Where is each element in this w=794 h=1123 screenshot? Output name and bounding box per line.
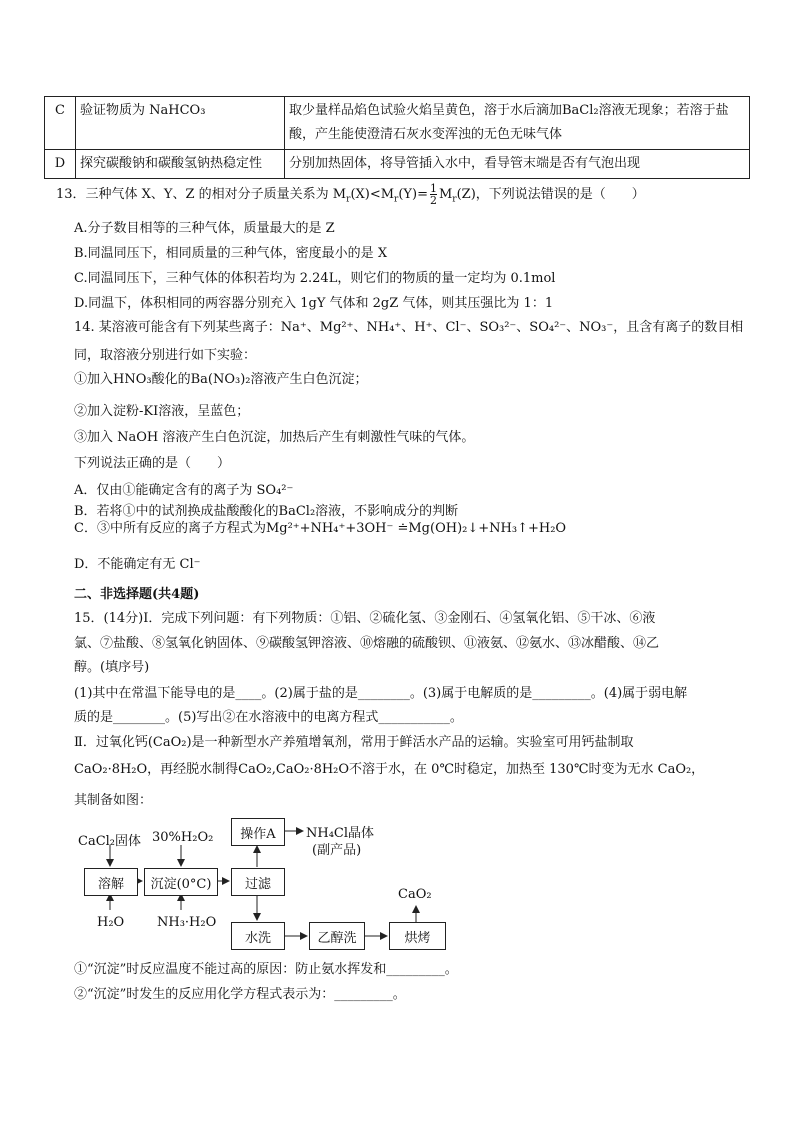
q13-stem-d: M (438, 187, 453, 202)
row-method: 分别加热固体，将导管插入水中，看导管末端是否有气泡出现 (285, 150, 750, 179)
flow-input-h2o2: 30%H₂O₂ (152, 830, 214, 845)
q14-exp-2: ②加入淀粉-KI溶液，呈蓝色； (74, 404, 250, 419)
flow-input-h2o: H₂O (97, 915, 125, 930)
q15-line-5: 质的是________。(5)写出②在水溶液中的电离方程式___________。 (74, 710, 463, 725)
q14-ask: 下列说法正确的是（ ） (74, 456, 231, 471)
flow-box-bake: 烘烤 (389, 922, 446, 950)
flow-box-operation-a: 操作A (231, 818, 285, 846)
q14-option-b: B．若将①中的试剂换成盐酸酸化的BaCl₂溶液，不影响成分的判断 (74, 504, 459, 519)
flow-output-cao2: CaO₂ (398, 887, 432, 902)
q13-stem-c: (Y)= (398, 187, 428, 202)
q15-line-2: 氯、⑦盐酸、⑧氢氧化钠固体、⑨碳酸氢钾溶液、⑩熔融的硫酸钡、⑪液氨、⑫氨水、⑬冰醋酸、⑭乙 (74, 636, 660, 651)
flow-input-nh3: NH₃·H₂O (157, 915, 217, 930)
q14-stem-1: 14. 某溶液可能含有下列某些离子：Na⁺、Mg²⁺、NH₄⁺、H⁺、Cl⁻、SO₃²⁻、SO₄²⁻、NO₃⁻，且含有离子的数目相 (74, 320, 744, 335)
q14-option-d: D．不能确定有无 Cl⁻ (74, 557, 201, 572)
q13-stem-a: 13．三种气体 X、Y、Z 的相对分子质量关系为 M (56, 187, 347, 202)
q15-line-7: CaO₂·8H₂O，再经脱水制得CaO₂,CaO₂·8H₂O不溶于水，在 0℃时稳定，加热至 130℃时变为无水 CaO₂， (74, 762, 705, 777)
q14-option-a: A．仅由①能确定含有的离子为 SO₄²⁻ (74, 483, 294, 498)
q14-exp-3: ③加入 NaOH 溶液产生白色沉淀，加热后产生有刺激性气味的气体。 (74, 430, 475, 445)
q13-option-b: B.同温同压下，相同质量的三种气体，密度最小的是 X (74, 246, 388, 261)
q13-option-a: A.分子数目相等的三种气体，质量最大的是 Z (74, 221, 335, 236)
q14-option-c: C．③中所有反应的离子方程式为Mg²⁺+NH₄⁺+3OH⁻ ≐Mg(OH)₂↓+NH₃↑+H₂O (74, 521, 567, 536)
q14-stem-2: 同，取溶液分别进行如下实验： (74, 348, 257, 363)
q15-sub-1: ①“沉淀”时反应温度不能过高的原因：防止氨水挥发和_________。 (74, 962, 458, 977)
q13-stem-b: (X)<M (350, 187, 395, 202)
row-method: 取少量样品焰色试验火焰呈黄色，溶于水后滴加BaCl₂溶液无现象；若溶于盐酸，产生能使澄清石灰水变浑浊的无色无味气体 (285, 97, 750, 150)
flow-box-dissolve: 溶解 (84, 868, 138, 896)
q13-option-c: C.同温同压下，三种气体的体积若均为 2.24L，则它们的物质的量一定均为 0.1mol (74, 271, 556, 286)
q13-sub-r1: r (346, 194, 351, 205)
flow-output-byproduct: (副产品) (312, 843, 362, 858)
frac-num: 1 (429, 182, 437, 195)
flow-output-nh4cl: NH₄Cl晶体 (306, 826, 375, 841)
flow-box-precipitate: 沉淀(0°C) (144, 868, 218, 896)
q15-line-4: (1)其中在常温下能导电的是____。(2)属于盐的是________。(3)属于电解质的是_________。(4)属于弱电解 (74, 686, 688, 701)
q15-line-6: Ⅱ．过氧化钙(CaO₂)是一种新型水产养殖增氧剂，常用于鲜活水产品的运输。实验室可用钙盐制取 (74, 735, 634, 750)
q15-line-8: 其制备如图： (74, 793, 153, 808)
row-letter: C (45, 97, 76, 150)
q15-line-3: 醇。(填序号) (74, 660, 150, 675)
flow-input-cacl2: CaCl₂固体 (78, 834, 142, 849)
flow-box-ethanol-wash: 乙醇洗 (309, 922, 365, 950)
row-letter: D (45, 150, 76, 179)
q15-sub-2: ②“沉淀”时发生的反应用化学方程式表示为：_________。 (74, 987, 406, 1002)
q13-option-d: D.同温下，体积相同的两容器分别充入 1gY 气体和 2gZ 气体，则其压强比为 1：1 (74, 296, 554, 311)
row-purpose: 探究碳酸钠和碳酸氢钠热稳定性 (76, 150, 285, 179)
row-purpose: 验证物质为 NaHCO₃ (76, 97, 285, 150)
q14-exp-1: ①加入HNO₃酸化的Ba(NO₃)₂溶液产生白色沉淀； (74, 372, 368, 387)
flow-box-filter: 过滤 (231, 868, 285, 896)
q13-sub-r2: r (394, 194, 399, 205)
q13-sub-r3: r (452, 194, 457, 205)
q15-line-1: 15．(14分)Ⅰ．完成下列问题：有下列物质：①铝、②硫化氢、③金刚石、④氢氧化铝、⑤干冰、⑥液 (74, 611, 656, 626)
section-heading: 二、非选择题(共4题) (74, 587, 200, 602)
q13-stem-e: (Z)，下列说法错误的是（ ） (456, 187, 645, 202)
frac-den: 2 (429, 194, 437, 207)
flow-box-water-wash: 水洗 (231, 922, 285, 950)
